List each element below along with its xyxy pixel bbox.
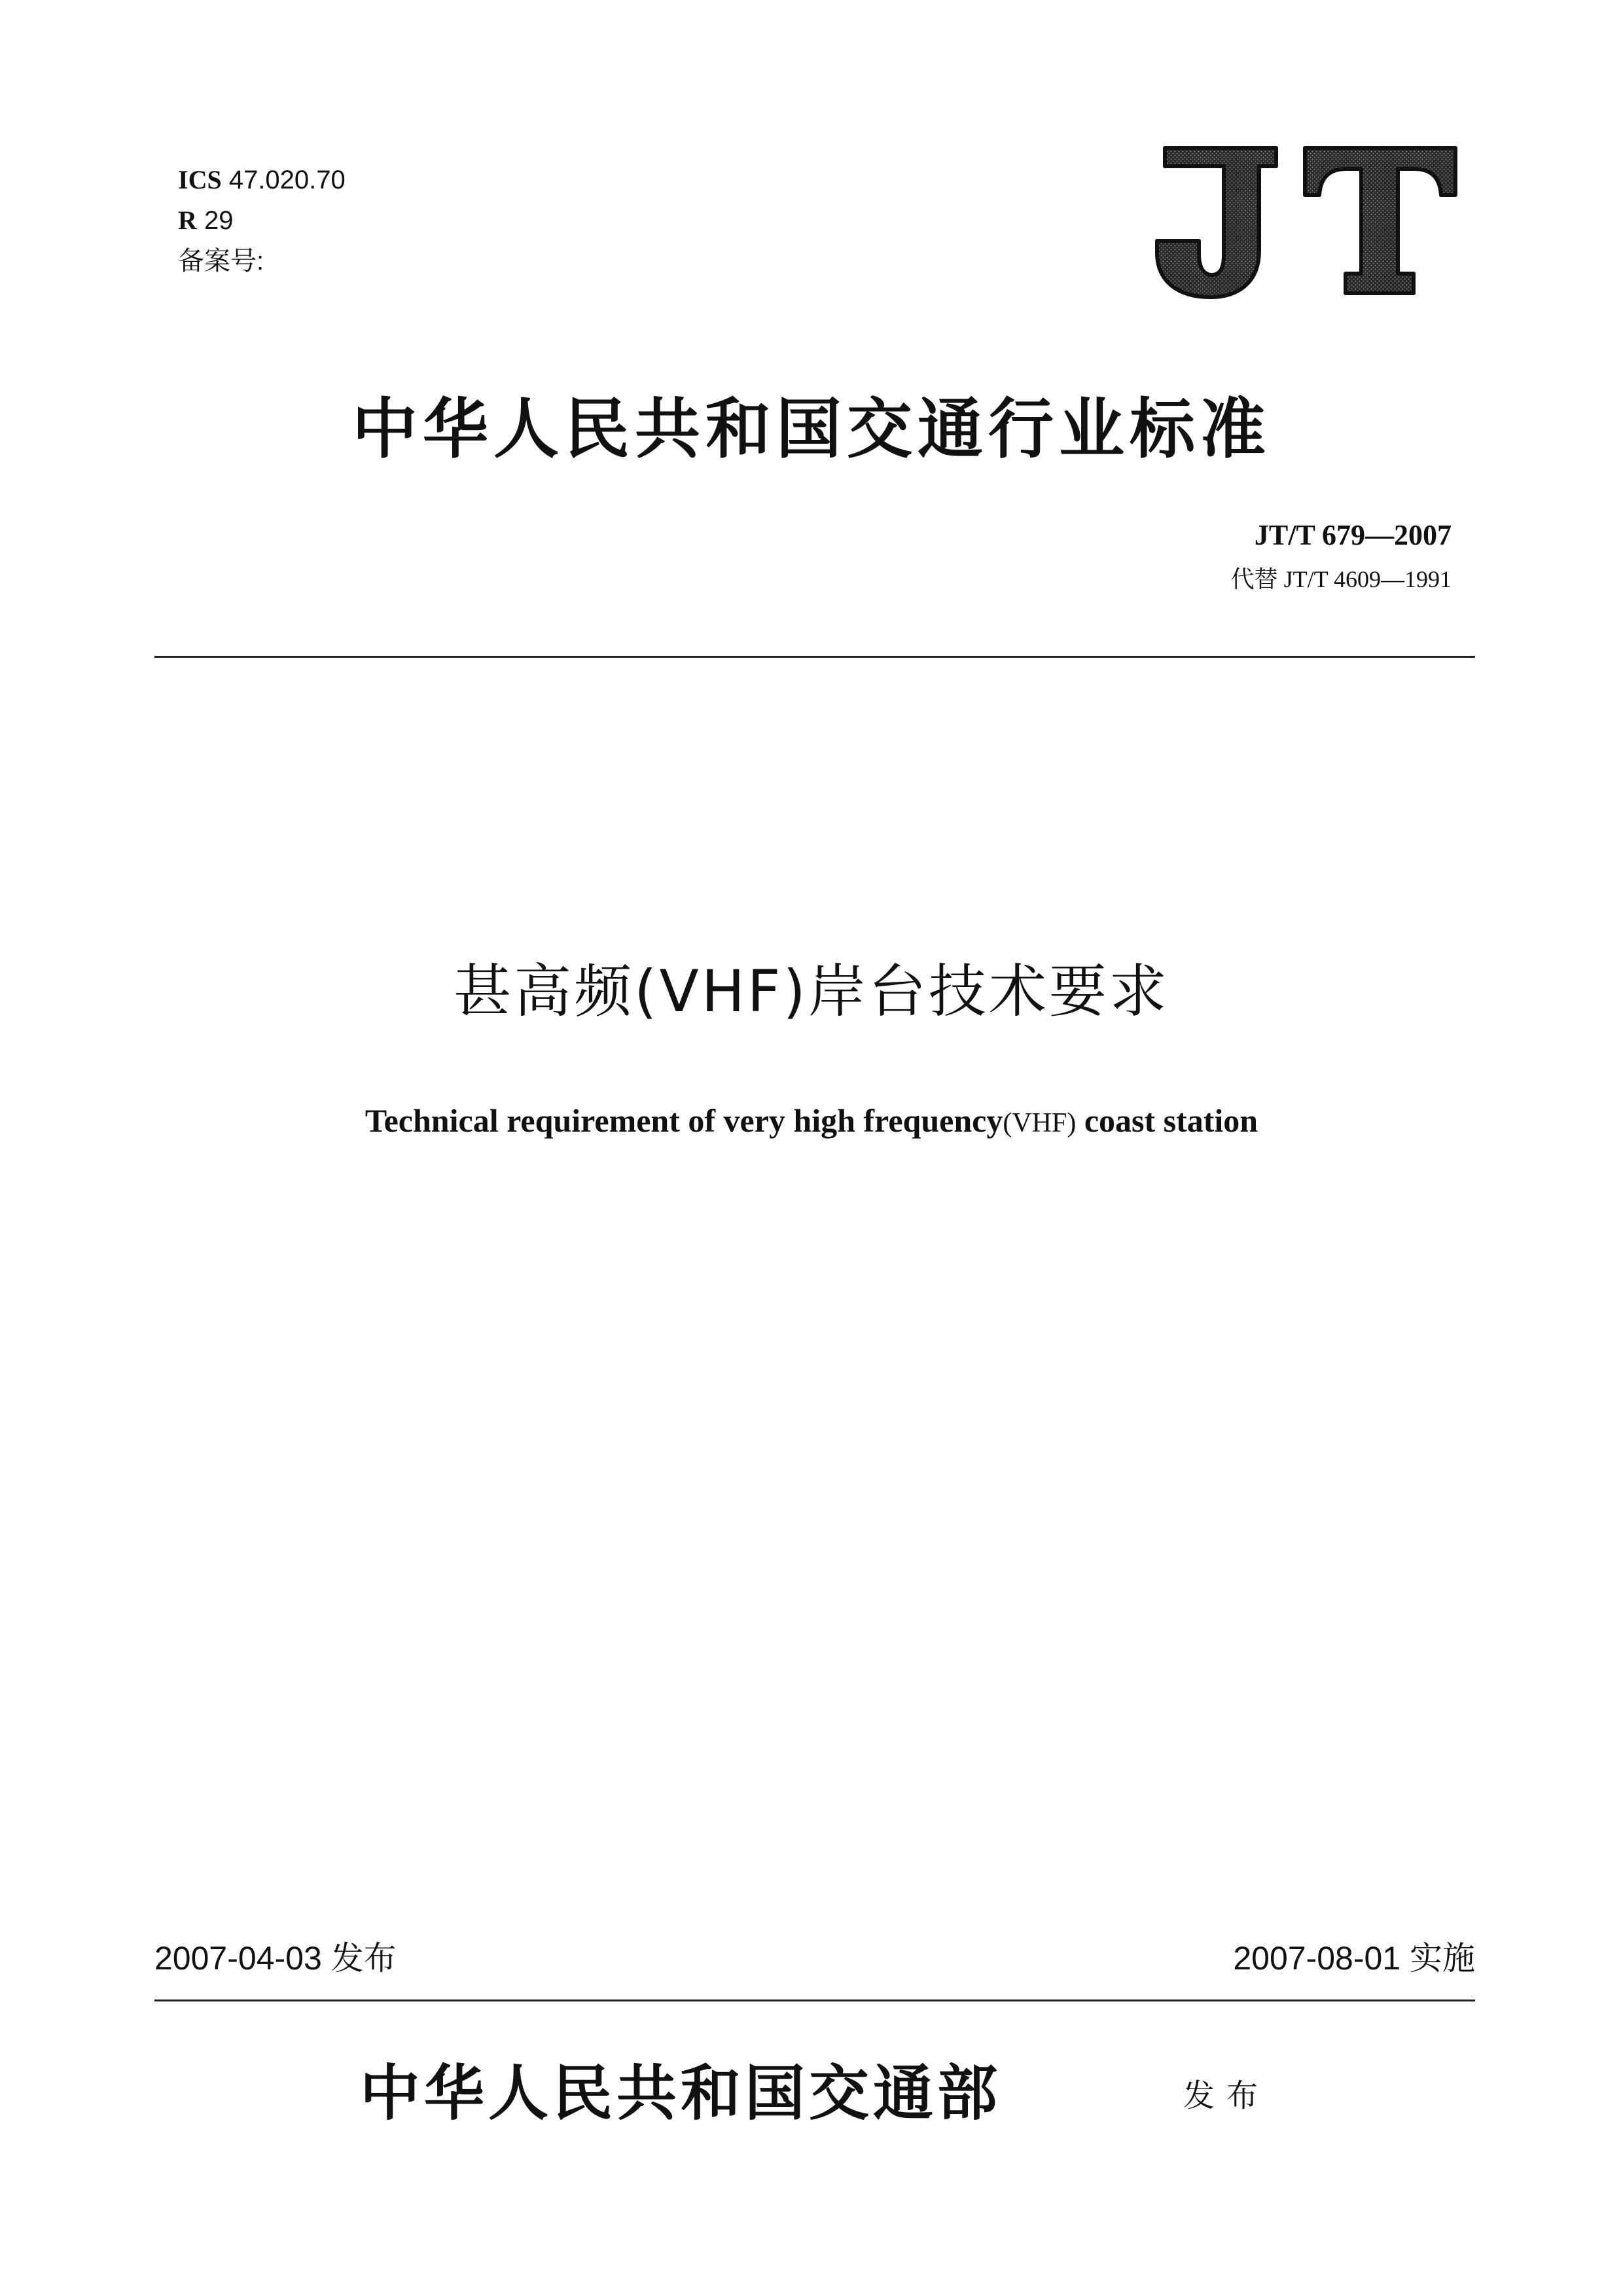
jt-logo [1139, 143, 1459, 300]
ccs-label: R [178, 206, 197, 235]
effective-date: 2007-08-01 实施 [1233, 1940, 1475, 1977]
replaces-standard: 代替 JT/T 4609—1991 [1230, 566, 1452, 592]
ccs-code [178, 204, 234, 237]
release-date: 2007-04-03 发布 [154, 1940, 397, 1977]
document-title-en [0, 1100, 1623, 1144]
top-divider [154, 656, 1475, 658]
title-en-tail: coast station [1076, 1102, 1258, 1139]
bottom-divider [154, 2000, 1475, 2001]
filing-number [178, 245, 264, 278]
ics-label: ICS [178, 165, 222, 194]
issuing-authority: 中华人民共和国交通部 [360, 2058, 1002, 2128]
title-en-main: Technical requirement of very high frequency [365, 1102, 1003, 1139]
title-en-abbrev: (VHF) [1003, 1108, 1077, 1138]
document-title-cn: 甚高频(VHF)岸台技术要求 [454, 958, 1169, 1025]
ccs-value: 29 [204, 206, 234, 235]
issue-label: 发布 [1183, 2077, 1270, 2114]
filing-label: 备案号: [178, 247, 264, 276]
ics-code [178, 164, 346, 196]
standard-code: JT/T 679—2007 [1254, 519, 1452, 551]
industry-standard-title: 中华人民共和国交通行业标准 [352, 390, 1271, 467]
ics-value: 47.020.70 [228, 166, 346, 194]
